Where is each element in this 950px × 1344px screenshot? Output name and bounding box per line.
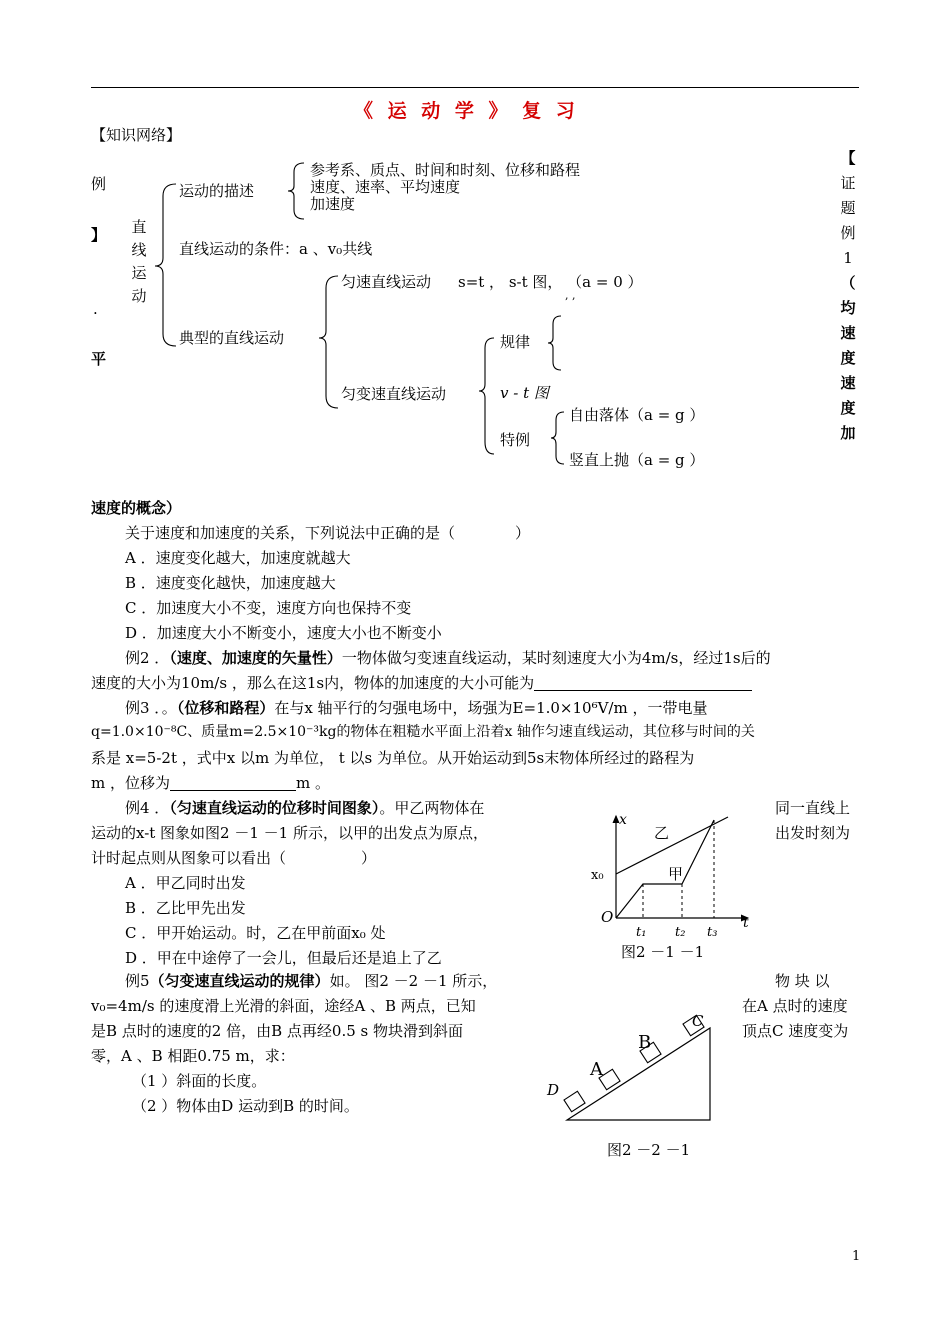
ex1-heading: 速度的概念） xyxy=(91,499,182,517)
ex5-line1 xyxy=(125,972,497,990)
figure-incline xyxy=(540,1010,720,1125)
ex5-line1-right: 物 块 以 xyxy=(775,972,830,990)
description-brace xyxy=(288,163,304,219)
ex4-line2: 运动的x-t 图象如图2 －1 －1 所示，以甲的出发点为原点， xyxy=(91,824,488,842)
ex4-tag: （匀速直线运动的位移时间图象） xyxy=(169,799,380,817)
ex2-tag: （速度、加速度的矢量性） xyxy=(169,649,342,667)
left-margin-char: 】 xyxy=(91,226,107,244)
tree-special: 特例 xyxy=(500,431,531,449)
tree-desc-item: 加速度 xyxy=(310,195,356,213)
ex1-stem: 关于速度和加速度的关系，下列说法中正确的是（ ） xyxy=(125,524,531,542)
ex4-label: 例4 ． xyxy=(125,799,170,817)
ex3-text: m 。 xyxy=(296,774,330,792)
ex4-text: 。甲乙两物体在 xyxy=(379,799,485,817)
left-margin-char: 平 xyxy=(91,350,107,368)
ex4-line3: 计时起点则从图象可以看出（ ） xyxy=(91,849,377,867)
page-title: 《 运 动 学 》 复 习 xyxy=(354,100,579,122)
tree-vt: v - t 图 xyxy=(500,384,549,402)
point-a-label: A xyxy=(590,1059,603,1080)
ex2-line1 xyxy=(125,649,771,667)
point-d-label: D xyxy=(547,1081,560,1099)
right-margin-char: 均 xyxy=(840,299,856,317)
typical-brace xyxy=(319,276,338,408)
tree-description: 运动的描述 xyxy=(179,182,255,200)
right-margin-char: 度 xyxy=(840,399,856,417)
ex5-line4: 零，A 、B 相距0.75 m，求： xyxy=(91,1047,295,1065)
left-margin-char: 例 xyxy=(91,175,107,193)
ex1-option-b: B ．速度变化越快，加速度越大 xyxy=(125,574,336,592)
ex2-line2 xyxy=(91,674,752,692)
special-brace xyxy=(551,412,564,464)
right-margin-char: 【 xyxy=(840,149,856,167)
tree-vertical-throw: 竖直上抛（a = g ） xyxy=(569,451,705,469)
section-heading: 【知识网络】 xyxy=(91,126,182,144)
right-margin-char: 速 xyxy=(840,374,856,392)
point-c-label: C xyxy=(692,1012,704,1030)
right-margin-char: 1 xyxy=(843,249,853,267)
ex3-line2: q=1.0×10⁻⁸C、质量m=2.5×10⁻³kg的物体在粗糙水平面上沿着x 轴作匀速直线运动，其位移与时间的关 xyxy=(91,724,755,740)
ex4-option-d: D ．甲在中途停了一会儿，但最后还是追上了乙 xyxy=(125,949,442,967)
ex5-line2: v₀=4m/s 的速度滑上光滑的斜面，途经A 、B 两点，已知 xyxy=(91,997,476,1015)
ex5-text: 如。 图2 －2 －1 所示， xyxy=(329,972,498,990)
origin-label: O xyxy=(601,908,614,926)
page-number: 1 xyxy=(852,1249,861,1264)
tree-condition: 直线运动的条件：a 、v₀共线 xyxy=(179,240,373,258)
tree-uniform-detail: s=t ， s-t 图， （a = 0 ） xyxy=(458,273,643,291)
ex3-label: 例3 ．。 xyxy=(125,699,177,717)
ex2-text: 一物体做匀变速直线运动，某时刻速度大小为4m/s，经过1s后的 xyxy=(341,649,771,667)
right-margin-char: 加 xyxy=(840,424,856,442)
ex4-option-c: C ．甲开始运动。时，乙在甲前面x₀ 处 xyxy=(125,924,386,942)
ex3-line1 xyxy=(125,699,707,717)
ex2-text: 速度的大小为10m/s ，那么在这1s内，物体的加速度的大小可能为 xyxy=(91,674,535,692)
root-brace xyxy=(155,184,176,346)
rule-brace xyxy=(548,316,561,370)
tree-root-char: 动 xyxy=(131,287,147,305)
ex4-option-a: A ．甲乙同时出发 xyxy=(125,874,246,892)
ex5-line3: 是B 点时的速度的2 倍，由B 点再经0.5 s 物块滑到斜面 xyxy=(91,1022,463,1040)
tree-root-char: 运 xyxy=(131,264,147,282)
ex5-question-2: （2 ）物体由D 运动到B 的时间。 xyxy=(132,1097,359,1115)
right-margin-char: 速 xyxy=(840,324,856,342)
ex4-option-b: B ．乙比甲先出发 xyxy=(125,899,246,917)
tree-root xyxy=(130,216,148,308)
ex3-line3: 系是 x=5-2t ，式中x 以m 为单位， t 以s 为单位。从开始运动到5s末物体所经过的路程为 xyxy=(91,749,695,767)
jia-label: 甲 xyxy=(668,865,684,883)
tree-free-fall: 自由落体（a = g ） xyxy=(569,406,705,424)
t3-label: t₃ xyxy=(707,925,718,940)
tree-desc-item: 参考系、质点、时间和时刻、位移和路程 xyxy=(310,161,581,179)
ex1-option-d: D ．加速度大小不断变小，速度大小也不断变小 xyxy=(125,624,442,642)
ex5-line3-right: 顶点C 速度变为 xyxy=(742,1022,849,1040)
ex5-label: 例5 xyxy=(125,972,150,990)
t-axis-label: t xyxy=(743,915,749,931)
tree-root-char: 线 xyxy=(131,241,147,259)
tree-rule: 规律 xyxy=(500,333,531,351)
ex1-option-c: C ．加速度大小不变，速度方向也保持不变 xyxy=(125,599,412,617)
right-margin-char: 题 xyxy=(840,199,856,217)
figure-xt-graph xyxy=(580,806,760,941)
ex1-option-a: A ．速度变化越大，加速度就越大 xyxy=(125,549,351,567)
left-margin-char: . xyxy=(93,300,98,318)
ex4-line2-right: 出发时刻为 xyxy=(775,824,851,842)
accel-brace xyxy=(479,338,494,454)
tree-desc-item: 速度、速率、平均速度 xyxy=(310,178,461,196)
t1-label: t₁ xyxy=(636,925,647,940)
right-margin-char: 证 xyxy=(840,174,856,192)
figure-xt-caption: 图2 －1 －1 xyxy=(621,943,705,961)
right-margin-char: 度 xyxy=(840,349,856,367)
answer-blank[interactable] xyxy=(534,674,752,691)
tree-typical: 典型的直线运动 xyxy=(179,329,285,347)
ex3-line4 xyxy=(91,774,330,792)
ex5-tag: （匀变速直线运动的规律） xyxy=(149,972,330,990)
right-margin-char: 例 xyxy=(840,224,856,242)
point-b-label: B xyxy=(638,1032,652,1053)
x0-label: x₀ xyxy=(591,868,604,883)
tree-uniform-marks: , , xyxy=(565,289,576,302)
x-axis-label: x xyxy=(619,812,627,828)
tree-uniform: 匀速直线运动 xyxy=(341,273,432,291)
yi-label: 乙 xyxy=(654,824,670,842)
right-margin-char: （ xyxy=(840,274,856,292)
ex4-line1 xyxy=(125,799,484,817)
ex3-tag: （位移和路程） xyxy=(176,699,275,717)
ex5-question-1: （1 ）斜面的长度。 xyxy=(132,1072,267,1090)
block-d xyxy=(564,1091,585,1111)
answer-blank[interactable] xyxy=(170,774,296,791)
ex3-text: m ，位移为 xyxy=(91,774,170,792)
ex3-text: 在与x 轴平行的匀强电场中，场强为E=1.0×10⁶V/m ，一带电量 xyxy=(274,699,708,717)
ex5-line2-right: 在A 点时的速度 xyxy=(742,997,848,1015)
ex4-line1-right: 同一直线上 xyxy=(775,799,851,817)
tree-accel: 匀变速直线运动 xyxy=(341,385,447,403)
tree-root-char: 直 xyxy=(131,218,147,236)
t2-label: t₂ xyxy=(675,925,686,940)
figure-incline-caption: 图2 －2 －1 xyxy=(607,1141,691,1159)
ex2-label: 例2 ． xyxy=(125,649,170,667)
